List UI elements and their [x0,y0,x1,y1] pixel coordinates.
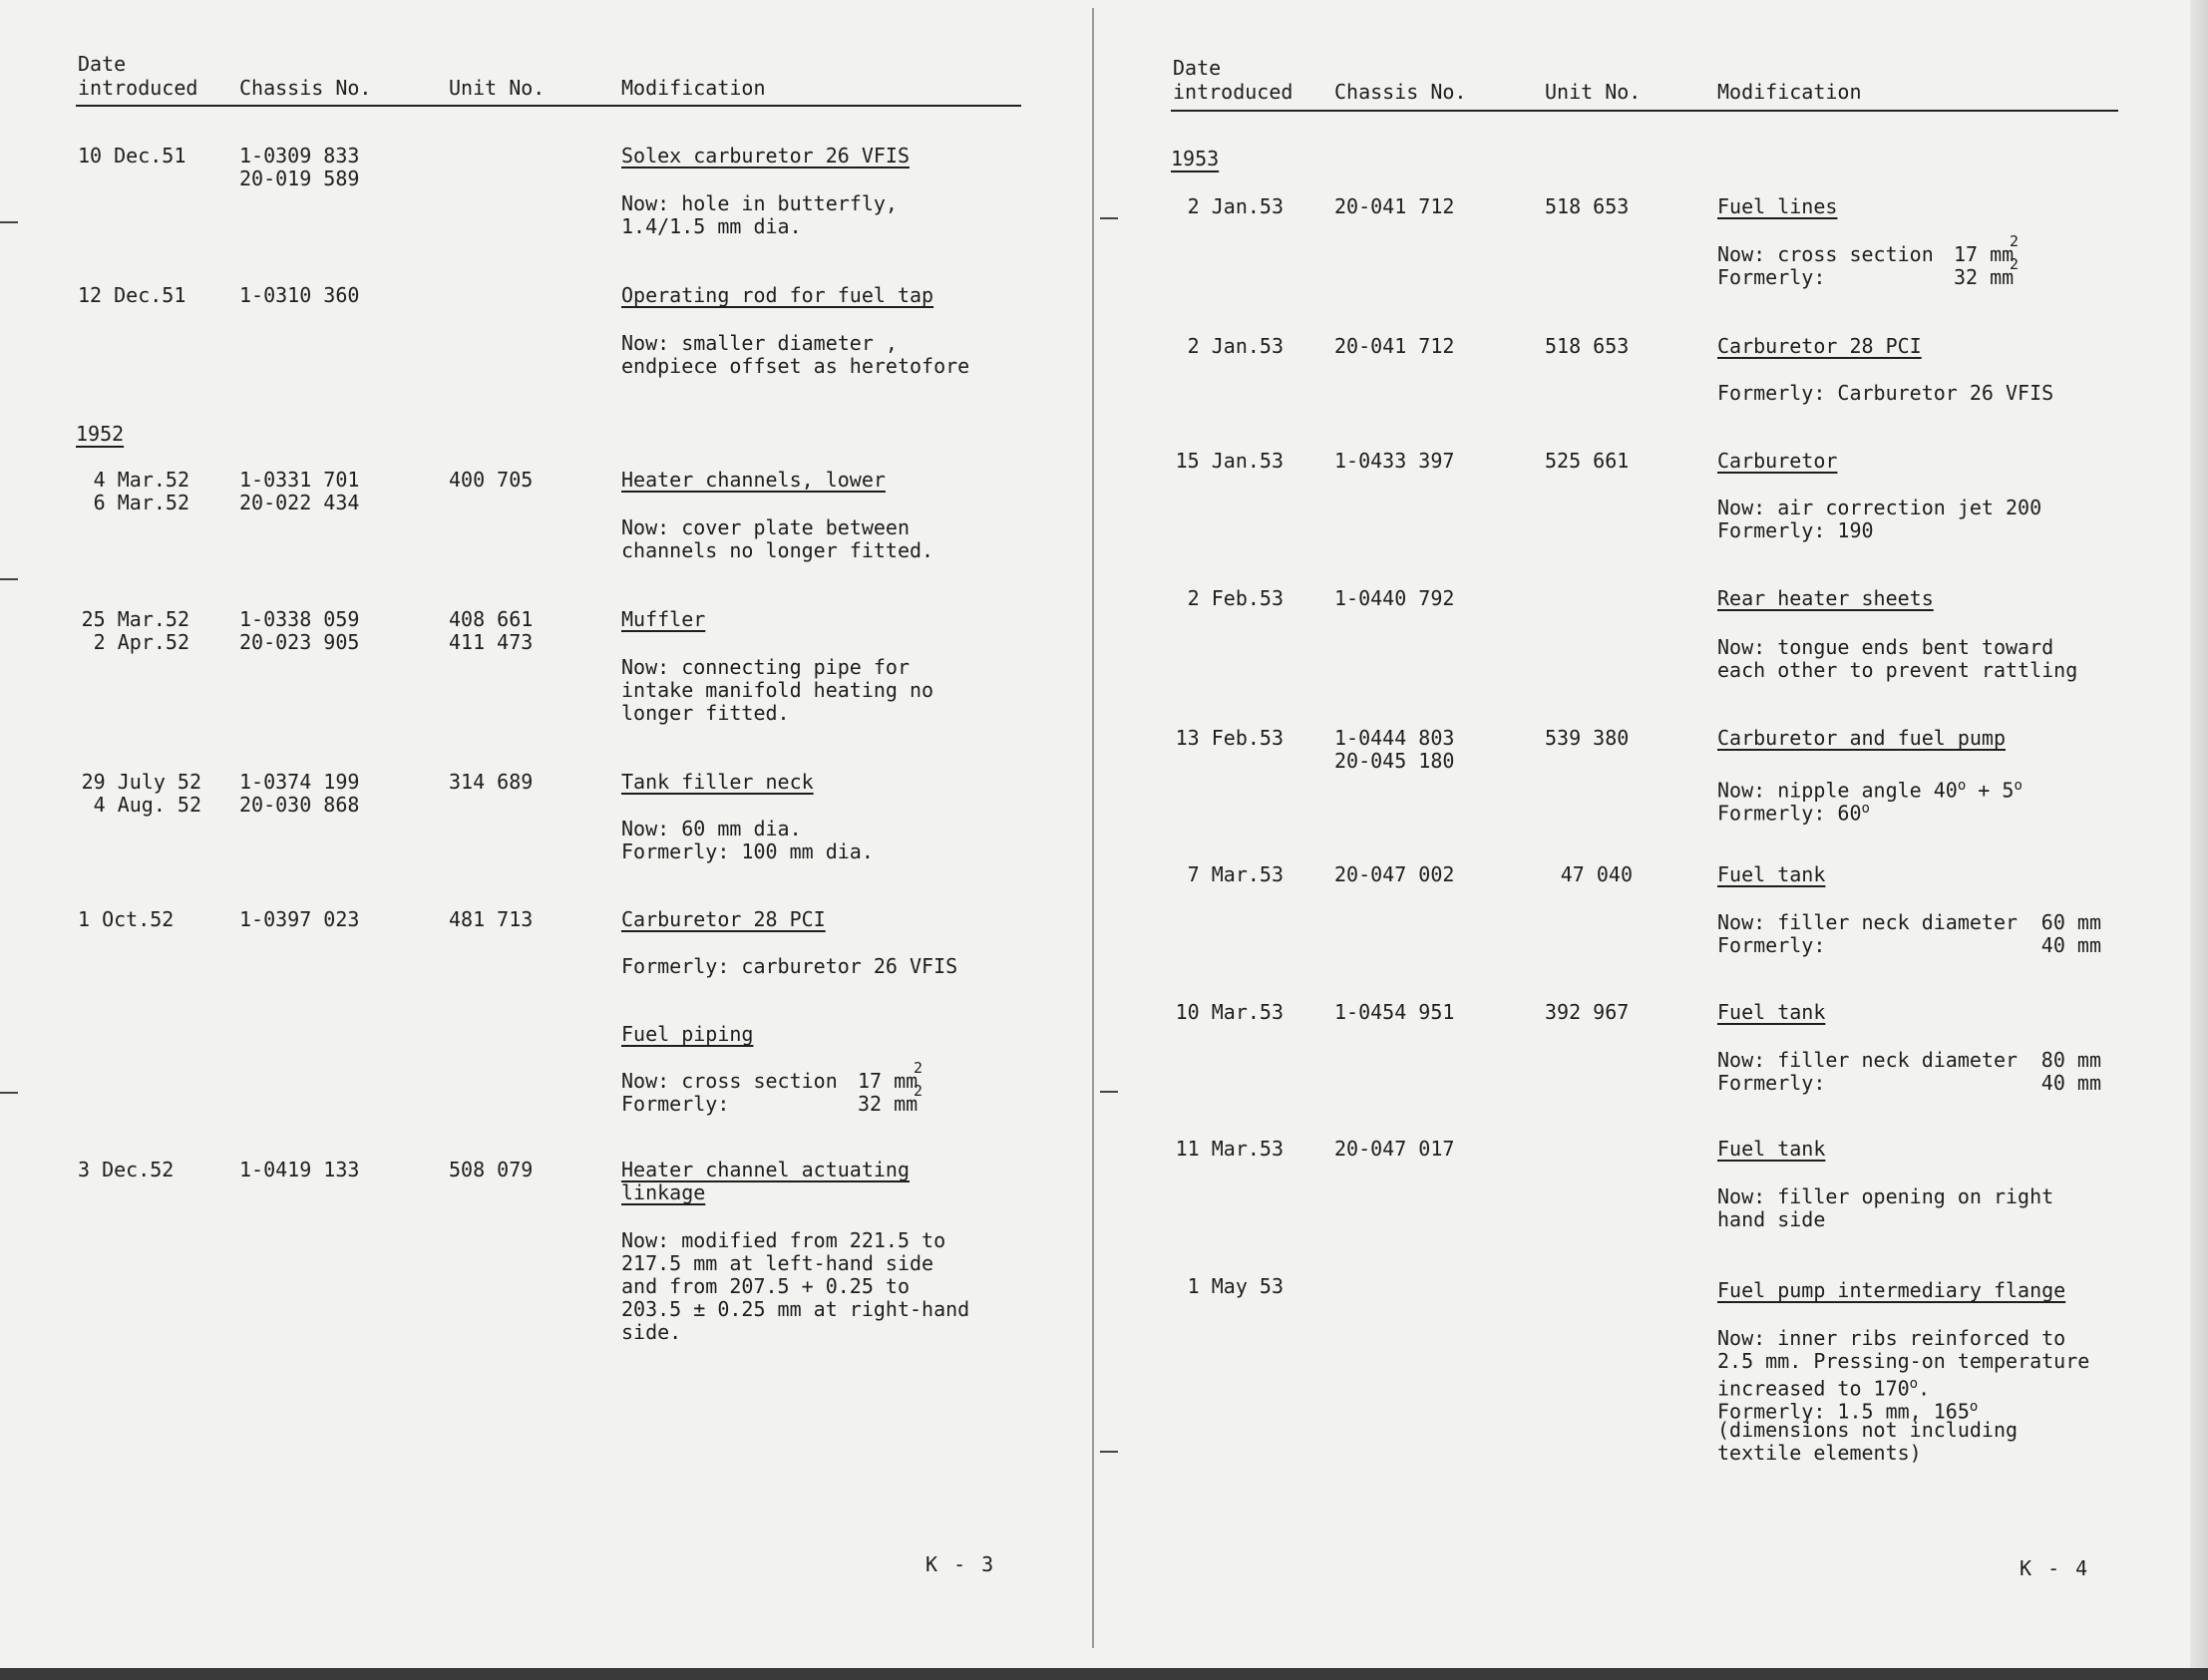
modification-detail: Now: smaller diameter , [621,331,898,355]
modification-detail: Now: hole in butterfly, [621,191,898,215]
unit-cell: 411 473 [449,630,534,654]
degree-mark: o [1969,1399,1979,1415]
modification-title: Carburetor [1717,449,1838,473]
superscript: 2 [914,1059,923,1077]
date-cell: 2 Jan.53 [1187,194,1284,218]
detail-angle-former [1717,798,1870,826]
modification-title: Carburetor 28 PCI [1717,334,1922,358]
modification-title: Heater channels, lower [621,468,886,492]
detail-text: Formerly: 60 [1717,801,1862,826]
unit-cell: 400 705 [449,468,534,492]
modification-detail: channels no longer fitted. [621,538,934,562]
modification-title: Fuel tank [1717,1137,1826,1161]
modification-detail-value: 32 mm [858,1092,919,1116]
modification-detail-value: 80 mm [2040,1048,2101,1072]
page-left [0,0,1092,1680]
unit-cell: 539 380 [1545,726,1630,750]
modification-detail: Now: connecting pipe for [621,655,910,679]
modification-detail: endpiece offset as heretofore [621,354,970,378]
modification-detail-label: Formerly: [1717,1071,1826,1095]
unit-cell: 392 967 [1545,1000,1630,1024]
chassis-cell: 20-030 868 [239,793,360,817]
header-date-line2: introduced [1173,80,1293,104]
year-heading: 1952 [76,422,125,446]
chassis-cell: 1-0419 133 [239,1158,360,1181]
page-number: K - 3 [925,1552,996,1576]
modification-detail-value: 40 mm [2040,1071,2101,1095]
modification-detail: and from 207.5 + 0.25 to [621,1274,910,1298]
unit-cell: 525 661 [1545,449,1630,473]
modification-detail: Now: air correction jet 200 [1717,496,2042,519]
punch-mark [0,578,18,580]
modification-detail: 217.5 mm at left-hand side [621,1251,934,1275]
modification-detail-label: Now: filler neck diameter [1717,1048,2019,1072]
chassis-cell: 1-0440 792 [1334,586,1455,610]
modification-title: Fuel piping [621,1022,754,1046]
detail-text: Formerly: 1.5 mm, 165 [1717,1399,1970,1424]
modification-detail: textile elements) [1717,1441,1922,1465]
modification-detail-value: 40 mm [2040,933,2101,957]
date-cell: 2 Apr.52 [93,630,189,654]
unit-cell: 518 653 [1545,334,1630,358]
year-heading: 1953 [1171,147,1220,170]
modification-detail: 1.4/1.5 mm dia. [621,214,802,238]
degree-mark: o [1861,801,1870,817]
chassis-cell: 20-023 905 [239,630,360,654]
header-modification: Modification [621,76,766,100]
modification-detail: 203.5 ± 0.25 mm at right-hand [621,1297,970,1321]
modification-title: Heater channel actuating [621,1158,910,1181]
header-date-line1: Date [78,52,127,76]
modification-detail: side. [621,1320,682,1344]
date-cell: 1 May 53 [1187,1274,1284,1298]
chassis-cell: 1-0331 701 [239,468,360,492]
modification-detail-label: Now: cross section [621,1069,838,1093]
modification-detail: intake manifold heating no [621,678,934,702]
scan-bottom-edge [0,1668,2208,1680]
modification-title: Fuel pump intermediary flange [1717,1278,2066,1302]
modification-detail: Now: modified from 221.5 to [621,1228,946,1252]
modification-detail-value: 17 mm [858,1069,919,1093]
modification-title: Fuel tank [1717,1000,1826,1024]
modification-detail-label: Now: cross section [1717,242,1934,266]
page-number: K - 4 [2020,1556,2090,1580]
modification-detail-label: Formerly: [1717,265,1826,289]
modification-detail: each other to prevent rattling [1717,658,2078,682]
modification-detail-value: 32 mm [1954,265,2015,289]
punch-mark [0,221,18,223]
modification-detail: 2.5 mm. Pressing-on temperature [1717,1349,2090,1373]
chassis-cell: 20-047 017 [1334,1137,1455,1161]
chassis-cell: 1-0433 397 [1334,449,1455,473]
punch-mark [0,1092,18,1094]
chassis-cell: 1-0374 199 [239,770,360,794]
date-cell: 3 Dec.52 [78,1158,175,1181]
date-cell: 25 Mar.52 [81,607,189,631]
header-date-line1: Date [1173,56,1222,80]
modification-detail-value: 60 mm [2040,910,2101,934]
date-cell: 12 Dec.51 [78,283,186,307]
modification-title: Carburetor and fuel pump [1717,726,2006,750]
date-cell: 11 Mar.53 [1175,1137,1284,1161]
header-date-line2: introduced [78,76,198,100]
punch-mark [1100,1451,1118,1453]
modification-detail-value: 17 mm [1954,242,2015,266]
chassis-cell: 20-041 712 [1334,194,1455,218]
modification-detail: Formerly: Carburetor 26 VFIS [1717,381,2054,405]
header-unit: Unit No. [449,76,546,100]
detail-text: increased to 170 [1717,1376,1910,1401]
date-cell: 6 Mar.52 [93,491,189,514]
modification-detail-label: Now: filler neck diameter [1717,910,2019,934]
modification-detail: hand side [1717,1207,1826,1231]
chassis-cell: 1-0444 803 [1334,726,1455,750]
date-cell: 10 Mar.53 [1175,1000,1284,1024]
modification-title: Solex carburetor 26 VFIS [621,144,910,168]
degree-mark: o [1957,778,1967,794]
unit-cell: 314 689 [449,770,534,794]
chassis-cell: 1-0397 023 [239,907,360,931]
header-chassis: Chassis No. [239,76,372,100]
chassis-cell: 20-045 180 [1334,749,1455,773]
punch-mark [1100,1091,1118,1093]
modification-title: Operating rod for fuel tap [621,283,934,307]
detail-text: . [1918,1376,1931,1401]
modification-detail: Formerly: 190 [1717,518,1874,542]
degree-mark: o [1909,1376,1919,1392]
date-cell: 13 Feb.53 [1175,726,1284,750]
page-edge-shadow [2190,0,2208,1680]
modification-detail: Now: cover plate between [621,515,910,539]
unit-cell: 47 040 [1560,862,1633,886]
date-cell: 29 July 52 [81,770,201,794]
modification-detail-label: Formerly: [1717,933,1826,957]
date-cell: 4 Mar.52 [93,468,189,492]
modification-detail: Now: inner ribs reinforced to [1717,1326,2066,1350]
degree-mark: o [2014,778,2023,794]
modification-detail: Now: 60 mm dia. [621,817,802,840]
modification-detail: Formerly: carburetor 26 VFIS [621,954,958,978]
header-chassis: Chassis No. [1334,80,1467,104]
modification-title: Carburetor 28 PCI [621,907,826,931]
chassis-cell: 1-0454 951 [1334,1000,1455,1024]
modification-detail: longer fitted. [621,701,790,725]
date-cell: 10 Dec.51 [78,144,186,168]
chassis-cell: 1-0338 059 [239,607,360,631]
detail-text: + 5 [1966,778,2015,803]
chassis-cell: 20-022 434 [239,491,360,514]
modification-detail: Formerly: 100 mm dia. [621,840,874,863]
page-right [1094,0,2208,1680]
modification-title: Tank filler neck [621,770,814,794]
chassis-cell: 20-047 002 [1334,862,1455,886]
modification-title: Rear heater sheets [1717,586,1934,610]
modification-detail: Now: tongue ends bent toward [1717,635,2054,659]
unit-cell: 518 653 [1545,194,1630,218]
unit-cell: 408 661 [449,607,534,631]
date-cell: 7 Mar.53 [1187,862,1284,886]
chassis-cell: 20-041 712 [1334,334,1455,358]
date-cell: 15 Jan.53 [1175,449,1284,473]
modification-detail: (dimensions not including [1717,1418,2019,1442]
modification-detail-label: Formerly: [621,1092,730,1116]
chassis-cell: 20-019 589 [239,167,360,190]
modification-title: Muffler [621,607,706,631]
punch-mark [1100,217,1118,219]
modification-title: Fuel tank [1717,862,1826,886]
date-cell: 4 Aug. 52 [93,793,201,817]
date-cell: 2 Feb.53 [1187,586,1284,610]
modification-detail: Now: filler opening on right [1717,1184,2054,1208]
header-modification: Modification [1717,80,1862,104]
unit-cell: 481 713 [449,907,534,931]
modification-title: linkage [621,1180,706,1204]
chassis-cell: 1-0310 360 [239,283,360,307]
header-rule [1171,110,2118,112]
chassis-cell: 1-0309 833 [239,144,360,168]
modification-title: Fuel lines [1717,194,1838,218]
header-rule [76,105,1021,107]
superscript: 2 [2010,232,2020,250]
superscript: 2 [2010,255,2020,273]
date-cell: 1 Oct.52 [78,907,175,931]
superscript: 2 [914,1082,923,1100]
unit-cell: 508 079 [449,1158,534,1181]
detail-text: Now: nipple angle 40 [1717,778,1958,803]
header-unit: Unit No. [1545,80,1642,104]
date-cell: 2 Jan.53 [1187,334,1284,358]
